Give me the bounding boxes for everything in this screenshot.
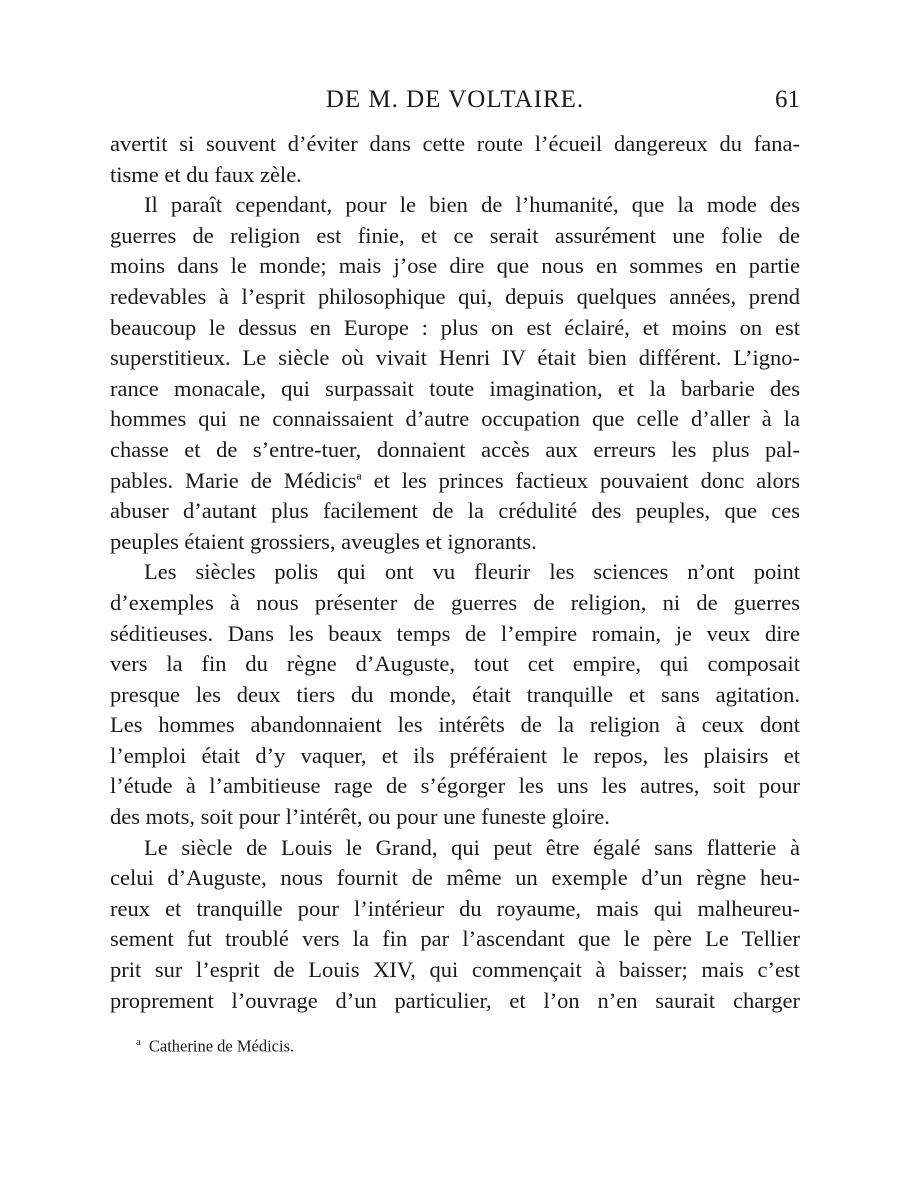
body-text (110, 129, 800, 1016)
footnote-reference[interactable]: a (356, 468, 362, 483)
running-head (110, 86, 800, 120)
text-line: guerres de religion est finie, et ce serait assurément une folie de (110, 222, 800, 248)
text-segment: et les princes factieux pouvaient donc alors (361, 467, 800, 493)
text-line: tisme et du faux zèle. (110, 161, 302, 187)
text-line: Il paraît cependant, pour le bien de l’humanité, que la mode des (144, 192, 800, 218)
text-line: reux et tranquille pour l’intérieur du royaume, mais qui malheureu- (110, 895, 800, 921)
text-line: peuples étaient grossiers, aveugles et ignorants. (110, 528, 537, 554)
text-line: l’étude à l’ambitieuse rage de s’égorger les uns les autres, soit pour (110, 773, 800, 799)
text-line: abuser d’autant plus facilement de la crédulité des peuples, que ces (110, 498, 800, 524)
text-line: rance monacale, qui surpassait toute imagination, et la barbarie des (110, 375, 800, 401)
text-line: Les hommes abandonnaient les intérêts de la religion à ceux dont (110, 712, 800, 738)
text-line: sement fut troublé vers la fin par l’ascendant que le père Le Tellier (110, 926, 800, 952)
text-line: superstitieux. Le siècle où vivait Henri IV était bien différent. L’igno- (110, 345, 800, 371)
text-line: moins dans le monde; mais j’ose dire que nous en sommes en partie (110, 253, 800, 279)
footnote-mark: a (136, 1036, 141, 1048)
text-line: l’emploi était d’y vaquer, et ils préféraient le repos, les plaisirs et (110, 742, 800, 768)
footnote (136, 1031, 294, 1058)
text-line-with-note (110, 466, 800, 497)
text-segment: pables. Marie de Médicis (110, 467, 357, 493)
text-line: presque les deux tiers du monde, était tranquille et sans agitation. (110, 681, 800, 707)
text-line: des mots, soit pour l’intérêt, ou pour une funeste gloire. (110, 804, 610, 830)
text-line: beaucoup le dessus en Europe : plus on est éclairé, et moins on est (110, 314, 800, 340)
text-line: vers la fin du règne d’Auguste, tout cet empire, qui composait (110, 651, 800, 677)
text-line: séditieuses. Dans les beaux temps de l’empire romain, je veux dire (110, 620, 800, 646)
text-line: Le siècle de Louis le Grand, qui peut être égalé sans flatterie à (144, 834, 800, 860)
text-line: prit sur l’esprit de Louis XIV, qui commençait à baisser; mais c’est (110, 957, 800, 983)
text-line: celui d’Auguste, nous fournit de même un exemple d’un règne heu- (110, 865, 800, 891)
page-number: 61 (775, 86, 800, 113)
footnote-text: Catherine de Médicis. (148, 1036, 295, 1056)
text-line: hommes qui ne connaissaient d’autre occupation que celle d’aller à la (110, 406, 800, 432)
text-line: proprement l’ouvrage d’un particulier, et l’on n’en saurait charger (110, 987, 800, 1013)
text-line: chasse et de s’entre-tuer, donnaient accès aux erreurs les plus pal- (110, 436, 800, 462)
text-line: redevables à l’esprit philosophique qui, depuis quelques années, prend (110, 283, 800, 309)
running-title: DE M. DE VOLTAIRE. (325, 86, 585, 113)
text-line: d’exemples à nous présenter de guerres de religion, ni de guerres (110, 589, 800, 615)
text-line: Les siècles polis qui ont vu fleurir les sciences n’ont point (144, 559, 800, 585)
text-line: avertit si souvent d’éviter dans cette route l’écueil dangereux du fana- (110, 131, 800, 156)
